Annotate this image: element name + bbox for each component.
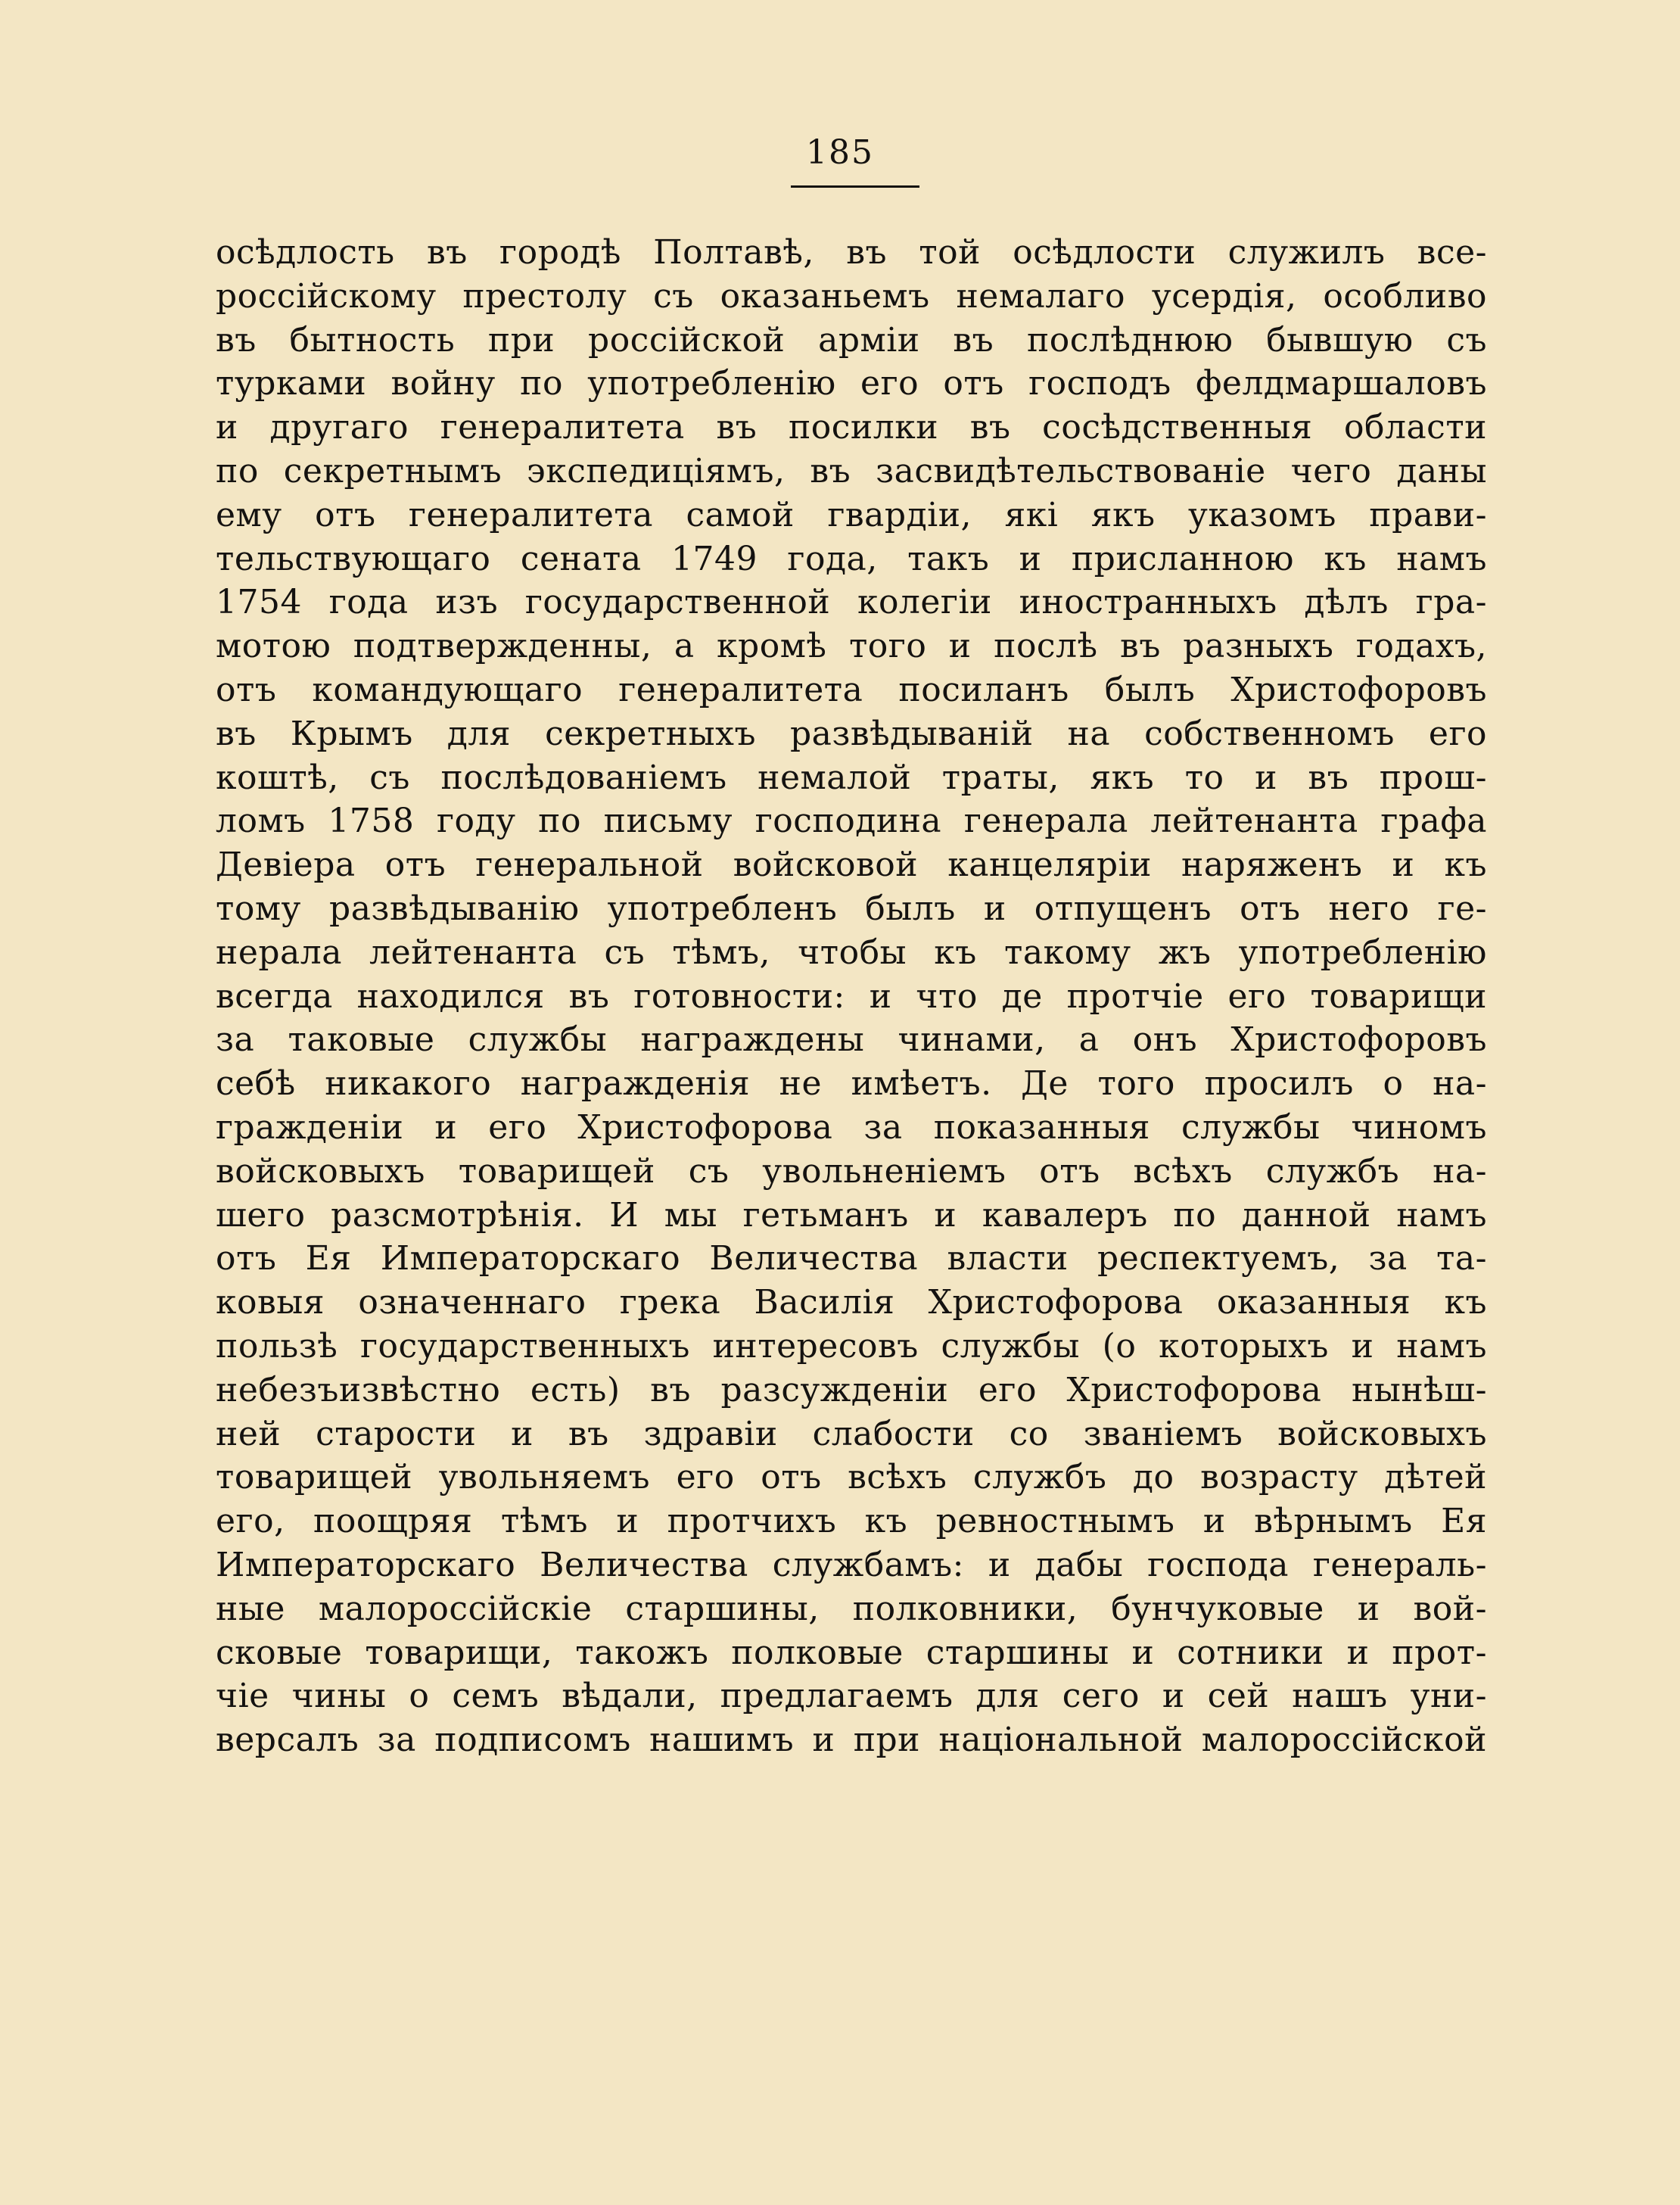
text-line: тому развѣдыванію употребленъ былъ и отпущенъ отъ него ге- (216, 889, 1487, 928)
text-line: чіе чины о семъ вѣдали, предлагаемъ для сего и сей нашъ уни- (216, 1677, 1487, 1716)
text-line: сковые товарищи, такожъ полковые старшины и сотники и прот- (216, 1633, 1487, 1672)
text-line: войсковыхъ товарищей съ увольненіемъ отъ всѣхъ службъ на- (216, 1151, 1487, 1191)
page-header (0, 133, 1680, 172)
text-line: отъ командующаго генералитета посиланъ былъ Христофоровъ (216, 670, 1487, 709)
text-line: гражденіи и его Христофорова за показанныя службы чиномъ (216, 1107, 1487, 1147)
text-line: и другаго генералитета въ посилки въ сосѣдственныя области (216, 408, 1487, 447)
text-line: отъ Ея Императорскаго Величества власти респектуемъ, за та- (216, 1239, 1487, 1278)
text-line: Девіера отъ генеральной войсковой канцеляріи наряженъ и къ (216, 846, 1487, 885)
text-line: его, поощряя тѣмъ и протчихъ къ ревностнымъ и вѣрнымъ Ея (216, 1502, 1487, 1541)
body-text (216, 231, 1487, 1762)
text-line: мотою подтвержденны, а кромѣ того и послѣ въ разныхъ годахъ, (216, 627, 1487, 666)
text-line: всегда находился въ готовности: и что де протчіе его товарищи (216, 976, 1487, 1016)
text-line: товарищей увольняемъ его отъ всѣхъ службъ до возрасту дѣтей (216, 1458, 1487, 1497)
text-line: небезъизвѣстно есть) въ разсужденіи его Христофорова нынѣш- (216, 1370, 1487, 1409)
text-line: по секретнымъ экспедиціямъ, въ засвидѣтельствованіе чего даны (216, 451, 1487, 491)
text-line: осѣдлость въ городѣ Полтавѣ, въ той осѣдлости служилъ все- (216, 233, 1487, 272)
text-line: ные малороссійскіе старшины, полковники, бунчуковые и вой- (216, 1589, 1487, 1628)
text-line: шего разсмотрѣнія. И мы гетьманъ и кавалеръ по данной намъ (216, 1195, 1487, 1235)
text-line: Императорскаго Величества службамъ: и дабы господа генераль- (216, 1545, 1487, 1584)
text-line: въ бытность при россійской арміи въ послѣднюю бывшую съ (216, 320, 1487, 360)
text-line: себѣ никакого награжденія не имѣетъ. Де того просилъ о на- (216, 1064, 1487, 1104)
text-line: ней старости и въ здравіи слабости со званіемъ войсковыхъ (216, 1414, 1487, 1453)
text-line: пользѣ государственныхъ интересовъ службы (о которыхъ и намъ (216, 1326, 1487, 1366)
header-rule (761, 185, 919, 188)
text-line: въ Крымъ для секретныхъ развѣдываній на собственномъ его (216, 714, 1487, 753)
text-line: ему отъ генералитета самой гвардіи, які якъ указомъ прави- (216, 495, 1487, 534)
text-line: ковыя означеннаго грека Василія Христофорова оказанныя къ (216, 1283, 1487, 1322)
page-number: 185 (806, 133, 874, 172)
text-line: нерала лейтенанта съ тѣмъ, чтобы къ такому жъ употребленію (216, 933, 1487, 972)
text-line: версалъ за подписомъ нашимъ и при національной малороссійской (216, 1721, 1487, 1760)
text-line: за таковые службы награждены чинами, а онъ Христофоровъ (216, 1020, 1487, 1060)
text-line: россійскому престолу съ оказаньемъ немалаго усердія, особливо (216, 276, 1487, 316)
text-line: ломъ 1758 году по письму господина генерала лейтенанта графа (216, 802, 1487, 841)
text-line: коштѣ, съ послѣдованіемъ немалой траты, якъ то и въ прош- (216, 758, 1487, 797)
text-line: 1754 года изъ государственной колегіи иностранныхъ дѣлъ гра- (216, 583, 1487, 622)
text-line: турками войну по употребленію его отъ господъ фелдмаршаловъ (216, 364, 1487, 403)
text-line: тельствующаго сената 1749 года, такъ и присланною къ намъ (216, 539, 1487, 578)
